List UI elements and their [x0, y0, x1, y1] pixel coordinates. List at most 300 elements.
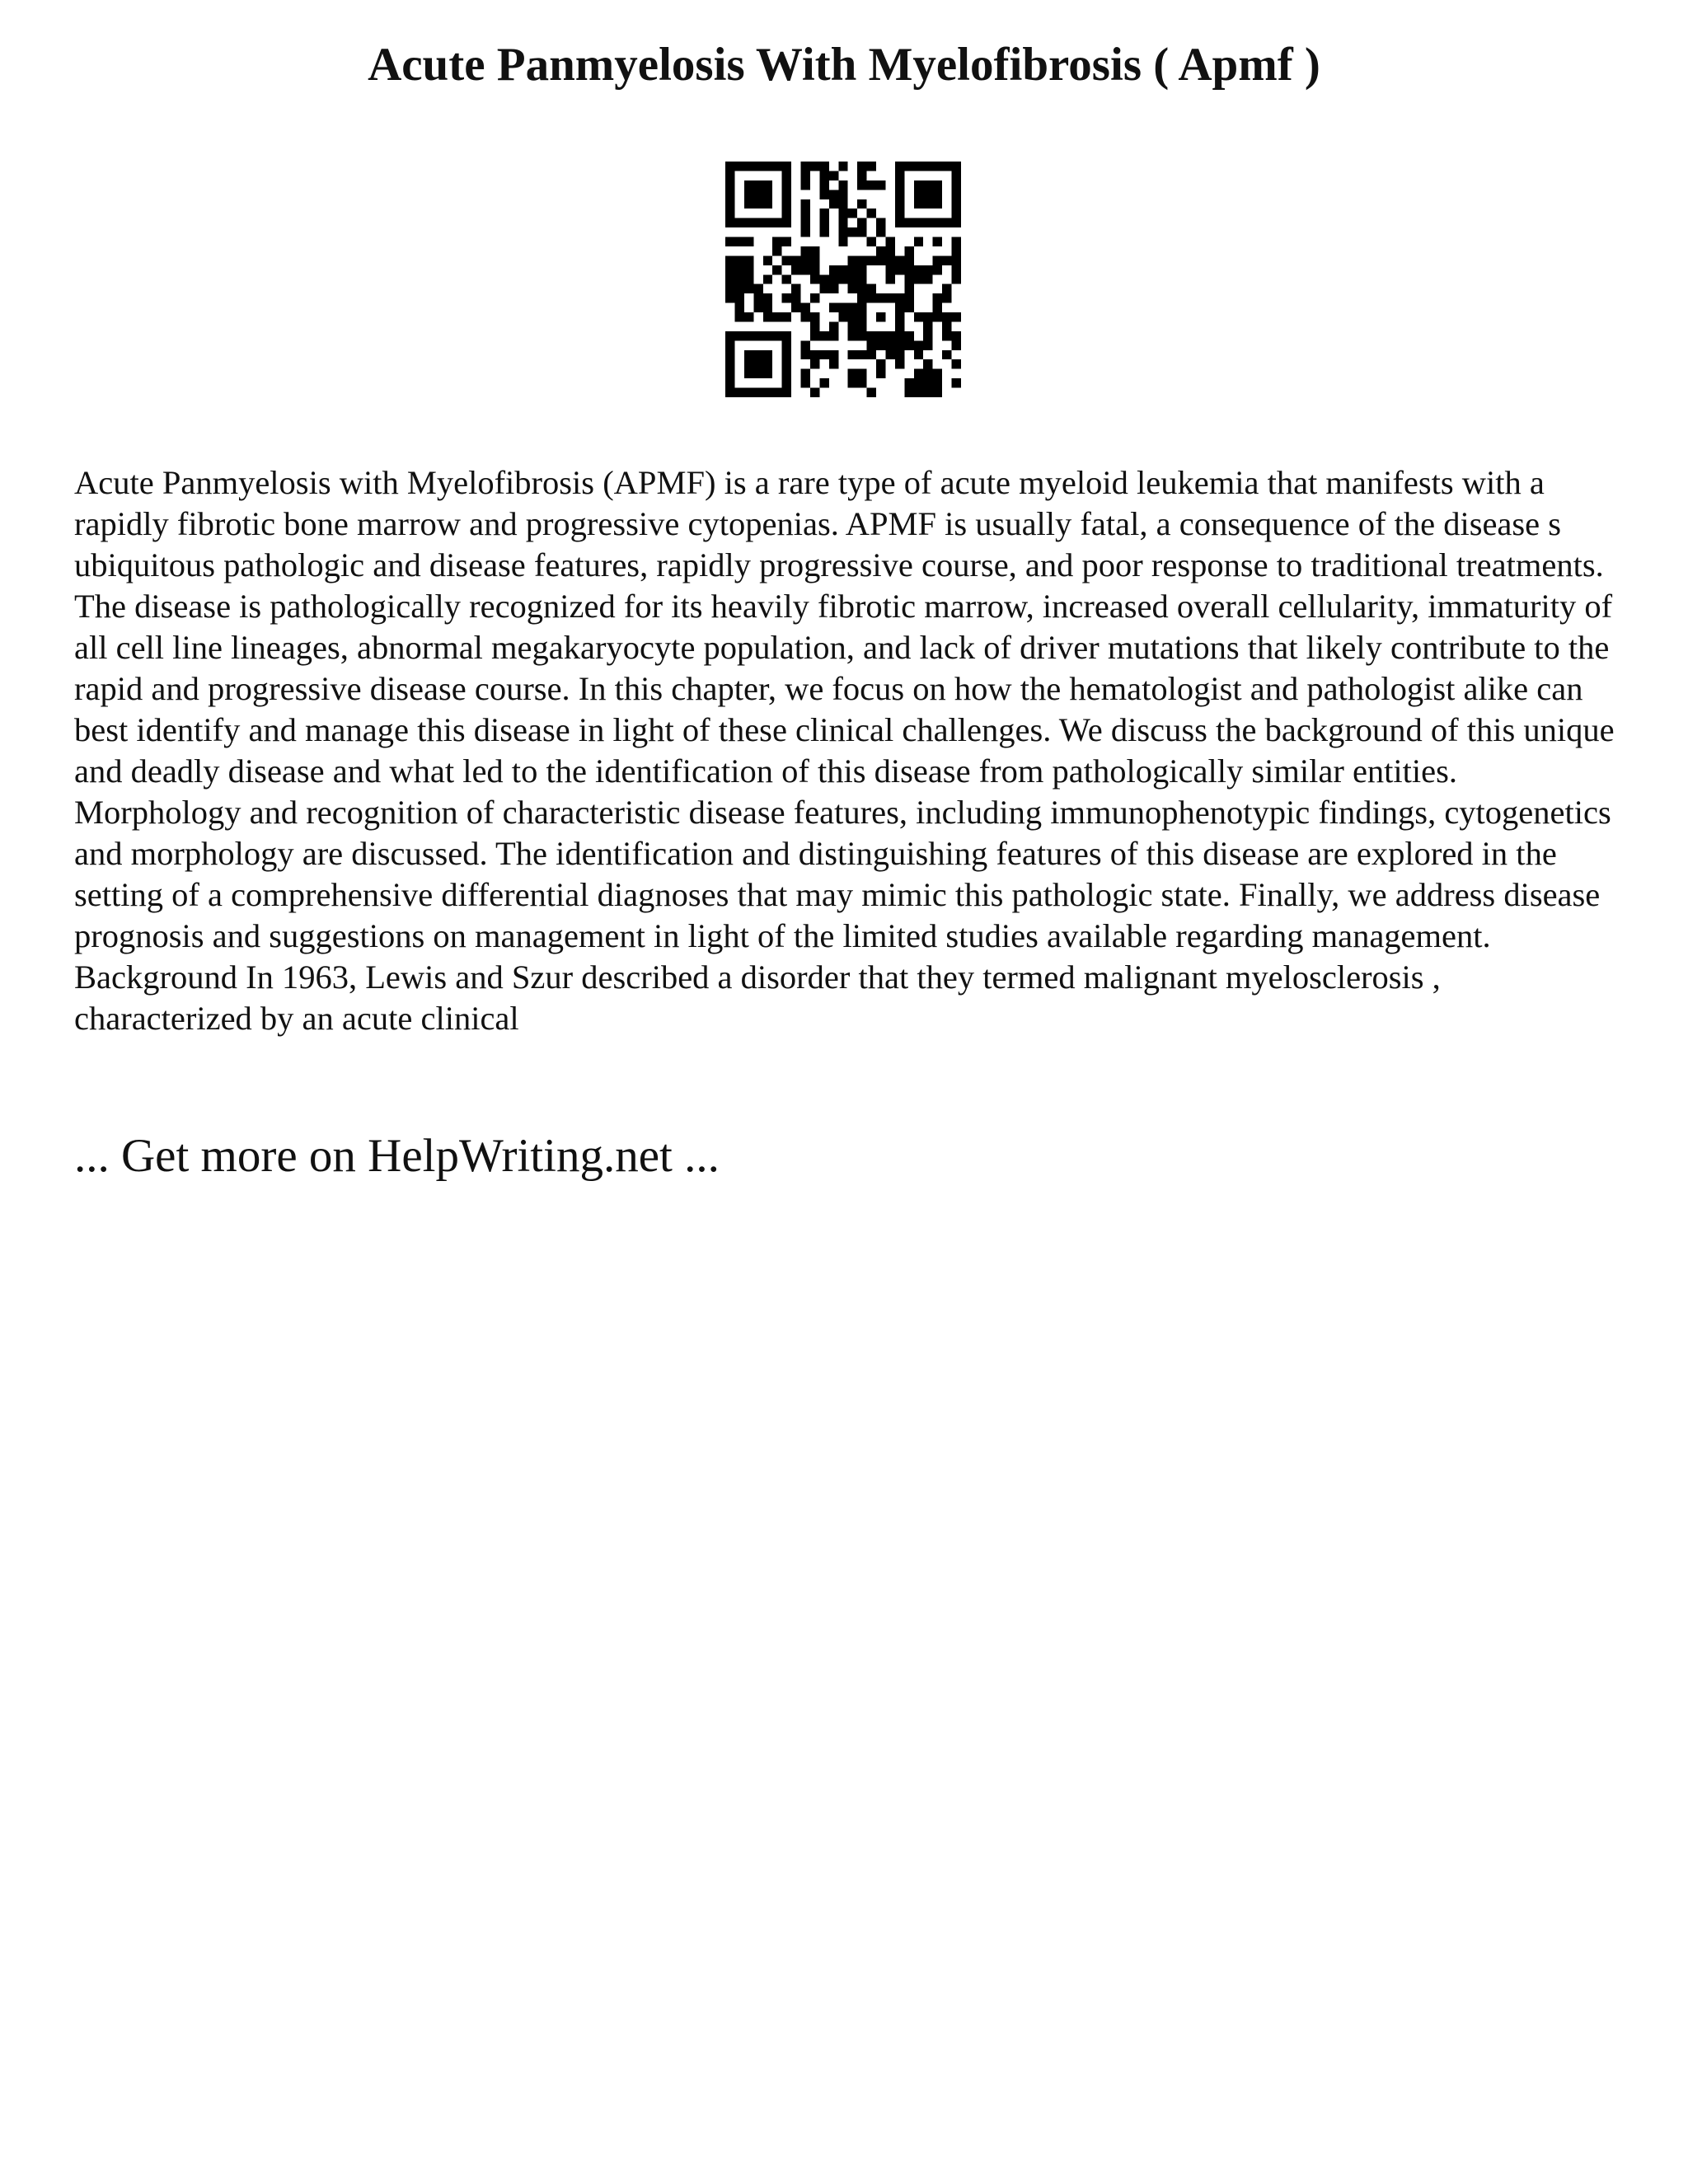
qr-module [952, 237, 961, 246]
qr-module [829, 331, 838, 340]
qr-module [914, 162, 923, 171]
qr-module [857, 331, 866, 340]
qr-module [933, 255, 942, 265]
qr-module [753, 388, 762, 397]
qr-module [810, 265, 819, 274]
qr-module [763, 162, 772, 171]
qr-module [725, 284, 734, 293]
qr-module [904, 284, 913, 293]
qr-module [725, 209, 734, 218]
qr-module [914, 180, 923, 190]
qr-module [895, 180, 904, 190]
qr-module [734, 284, 743, 293]
qr-module [782, 312, 791, 321]
qr-module [952, 265, 961, 274]
qr-module [914, 190, 923, 199]
qr-module [819, 274, 828, 284]
qr-module [933, 312, 942, 321]
qr-module [838, 312, 847, 321]
qr-module [810, 331, 819, 340]
qr-module [867, 388, 876, 397]
qr-module [744, 369, 753, 378]
qr-module [942, 218, 951, 227]
qr-module [857, 369, 866, 378]
qr-module [885, 274, 894, 284]
qr-code-graphic [725, 162, 961, 397]
qr-module [923, 180, 932, 190]
qr-module [838, 180, 847, 190]
qr-module [895, 190, 904, 199]
qr-module [885, 331, 894, 340]
qr-module [829, 321, 838, 330]
qr-module [829, 350, 838, 359]
qr-module [885, 350, 894, 359]
qr-module [923, 369, 932, 378]
qr-module [933, 265, 942, 274]
qr-module [952, 190, 961, 199]
qr-module [801, 255, 810, 265]
qr-module [819, 218, 828, 227]
qr-module [753, 199, 762, 209]
qr-module [782, 171, 791, 180]
qr-module [914, 369, 923, 378]
qr-module [838, 162, 847, 171]
qr-module [923, 265, 932, 274]
qr-module [744, 162, 753, 171]
qr-module [914, 340, 923, 349]
qr-module [838, 218, 847, 227]
qr-module [772, 312, 781, 321]
qr-module [782, 162, 791, 171]
qr-module [763, 255, 772, 265]
qr-module [848, 265, 857, 274]
qr-module [753, 369, 762, 378]
qr-module [904, 340, 913, 349]
qr-module [876, 218, 885, 227]
qr-module [914, 218, 923, 227]
qr-module [744, 180, 753, 190]
qr-module [782, 209, 791, 218]
qr-module [725, 274, 734, 284]
qr-module [819, 227, 828, 237]
qr-module [876, 359, 885, 368]
qr-module [933, 303, 942, 312]
qr-module [819, 331, 828, 340]
qr-module [895, 331, 904, 340]
qr-module [725, 180, 734, 190]
qr-module [734, 293, 743, 302]
qr-module [876, 312, 885, 321]
qr-module [933, 162, 942, 171]
qr-module [744, 331, 753, 340]
qr-module [782, 388, 791, 397]
qr-module [819, 350, 828, 359]
qr-module [763, 312, 772, 321]
qr-module [885, 340, 894, 349]
qr-module [923, 218, 932, 227]
qr-module [734, 255, 743, 265]
qr-module [895, 218, 904, 227]
qr-module [829, 190, 838, 199]
qr-module [734, 388, 743, 397]
qr-module [942, 293, 951, 302]
qr-module [942, 284, 951, 293]
qr-module [838, 190, 847, 199]
qr-module [810, 255, 819, 265]
qr-module [848, 321, 857, 330]
qr-module [876, 340, 885, 349]
qr-module [753, 303, 762, 312]
qr-module [725, 255, 734, 265]
qr-module [848, 255, 857, 265]
qr-module [848, 369, 857, 378]
qr-module [734, 237, 743, 246]
qr-module [829, 171, 838, 180]
qr-module [819, 209, 828, 218]
qr-module [942, 331, 951, 340]
qr-module [933, 180, 942, 190]
qr-module [923, 190, 932, 199]
qr-module [923, 378, 932, 387]
qr-module [904, 388, 913, 397]
qr-module [895, 171, 904, 180]
qr-module [725, 171, 734, 180]
qr-module [725, 199, 734, 209]
get-more-link[interactable]: ... Get more on HelpWriting.net ... [74, 1130, 720, 1182]
qr-module [734, 162, 743, 171]
qr-module [801, 218, 810, 227]
qr-module [772, 237, 781, 246]
qr-module [819, 378, 828, 387]
qr-module [744, 274, 753, 284]
qr-module [933, 388, 942, 397]
qr-module [914, 237, 923, 246]
qr-module [772, 388, 781, 397]
qr-module [952, 199, 961, 209]
qr-module [782, 340, 791, 349]
qr-module [772, 265, 781, 274]
qr-module [763, 369, 772, 378]
qr-module [857, 180, 866, 190]
qr-module [923, 162, 932, 171]
qr-module [782, 190, 791, 199]
qr-module [753, 293, 762, 302]
qr-module [801, 246, 810, 255]
qr-module [952, 180, 961, 190]
qr-module [782, 255, 791, 265]
qr-module [952, 171, 961, 180]
qr-module [857, 303, 866, 312]
qr-module [772, 162, 781, 171]
qr-module [838, 227, 847, 237]
qr-module [895, 312, 904, 321]
qr-module [857, 218, 866, 227]
qr-module [885, 293, 894, 302]
qr-module [914, 274, 923, 284]
qr-module [772, 246, 781, 255]
qr-module [848, 312, 857, 321]
qr-module [904, 274, 913, 284]
qr-module [914, 199, 923, 209]
qr-module [744, 312, 753, 321]
qr-module [848, 227, 857, 237]
qr-module [838, 209, 847, 218]
qr-module [810, 388, 819, 397]
qr-module [763, 388, 772, 397]
qr-module [857, 199, 866, 209]
qr-module [782, 180, 791, 190]
qr-module [933, 369, 942, 378]
qr-module [857, 255, 866, 265]
qr-module [942, 255, 951, 265]
qr-module [848, 274, 857, 284]
qr-module [801, 171, 810, 180]
qr-module [904, 162, 913, 171]
qr-module [744, 265, 753, 274]
qr-module [952, 209, 961, 218]
qr-module [857, 227, 866, 237]
qr-module [782, 378, 791, 387]
qr-module [895, 303, 904, 312]
qr-module [867, 331, 876, 340]
qr-module [782, 369, 791, 378]
qr-module [744, 359, 753, 368]
qr-module [933, 218, 942, 227]
qr-module [725, 237, 734, 246]
qr-module [772, 218, 781, 227]
qr-module [810, 274, 819, 284]
qr-module [867, 237, 876, 246]
qr-module [867, 340, 876, 349]
qr-module [725, 378, 734, 387]
qr-module [857, 162, 866, 171]
qr-module [763, 359, 772, 368]
qr-module [810, 359, 819, 368]
qr-module [923, 331, 932, 340]
qr-module [819, 171, 828, 180]
qr-module [857, 350, 866, 359]
qr-module [801, 369, 810, 378]
qr-module [744, 255, 753, 265]
qr-module [857, 171, 866, 180]
qr-module [782, 350, 791, 359]
qr-module [819, 162, 828, 171]
qr-module [725, 369, 734, 378]
qr-module [801, 312, 810, 321]
qr-module [744, 350, 753, 359]
qr-module [885, 255, 894, 265]
qr-module [895, 199, 904, 209]
qr-module [857, 265, 866, 274]
qr-module [952, 274, 961, 284]
qr-module [753, 284, 762, 293]
qr-module [725, 162, 734, 171]
qr-module [885, 237, 894, 246]
qr-module [744, 199, 753, 209]
qr-module [952, 340, 961, 349]
qr-module [810, 350, 819, 359]
qr-module [782, 199, 791, 209]
qr-module [876, 293, 885, 302]
qr-module [763, 303, 772, 312]
qr-module [829, 359, 838, 368]
qr-module [744, 218, 753, 227]
qr-module [923, 321, 932, 330]
qr-module [848, 209, 857, 218]
qr-module [867, 350, 876, 359]
qr-module [914, 265, 923, 274]
qr-module [942, 321, 951, 330]
qr-module [763, 293, 772, 302]
qr-module [744, 388, 753, 397]
qr-module [744, 237, 753, 246]
qr-module [782, 359, 791, 368]
qr-module [867, 162, 876, 171]
qr-module [763, 180, 772, 190]
qr-module [763, 190, 772, 199]
qr-module [933, 190, 942, 199]
qr-module [753, 218, 762, 227]
qr-module [829, 265, 838, 274]
qr-module [942, 350, 951, 359]
qr-module [904, 218, 913, 227]
qr-module [725, 359, 734, 368]
qr-module [801, 350, 810, 359]
qr-module [848, 284, 857, 293]
qr-module [791, 293, 800, 302]
qr-module [904, 303, 913, 312]
qr-module [895, 350, 904, 359]
qr-module [753, 331, 762, 340]
qr-module [791, 265, 800, 274]
qr-module [952, 331, 961, 340]
qr-module [895, 255, 904, 265]
qr-module [791, 255, 800, 265]
qr-module [819, 284, 828, 293]
qr-module [763, 199, 772, 209]
qr-module [725, 340, 734, 349]
qr-module [876, 180, 885, 190]
qr-module [819, 180, 828, 190]
qr-code-icon [725, 162, 961, 397]
qr-module [848, 303, 857, 312]
qr-module [933, 199, 942, 209]
qr-module [885, 246, 894, 255]
qr-module [933, 293, 942, 302]
qr-module [744, 284, 753, 293]
qr-module [952, 378, 961, 387]
qr-module [867, 255, 876, 265]
qr-module [801, 180, 810, 190]
qr-module [829, 274, 838, 284]
qr-module [725, 265, 734, 274]
qr-module [829, 199, 838, 209]
qr-module [876, 227, 885, 237]
qr-module [867, 293, 876, 302]
qr-module [744, 190, 753, 199]
qr-module [923, 359, 932, 368]
qr-module [763, 331, 772, 340]
qr-module [763, 350, 772, 359]
qr-module [867, 209, 876, 218]
qr-module [895, 162, 904, 171]
qr-module [810, 162, 819, 171]
qr-module [753, 359, 762, 368]
qr-module [867, 284, 876, 293]
qr-module [734, 331, 743, 340]
qr-module [952, 359, 961, 368]
qr-module [734, 274, 743, 284]
qr-module [952, 246, 961, 255]
qr-module [725, 350, 734, 359]
qr-module [857, 284, 866, 293]
qr-module [952, 255, 961, 265]
qr-module [810, 246, 819, 255]
qr-module [904, 378, 913, 387]
qr-module [895, 340, 904, 349]
qr-module [725, 388, 734, 397]
qr-module [885, 265, 894, 274]
qr-module [753, 162, 762, 171]
qr-module [904, 265, 913, 274]
qr-module [857, 274, 866, 284]
qr-module [819, 190, 828, 199]
qr-module [801, 209, 810, 218]
document-title: Acute Panmyelosis With Myelofibrosis ( Apmf ) [368, 39, 1320, 91]
qr-module [876, 246, 885, 255]
qr-module [857, 321, 866, 330]
qr-module [838, 265, 847, 274]
qr-module [838, 237, 847, 246]
qr-module [801, 378, 810, 387]
qr-module [772, 331, 781, 340]
document-body-text: Acute Panmyelosis with Myelofibrosis (APMF) is a rare type of acute myeloid leukemia that manifests with a rapidly fibrotic bone marrow and progressive cytopenias. APMF is usually fatal, a consequence of the disease s ubiquitous pathologic and disease features, rapidly progressive course, and poor response to traditional treatments. The disease is pathologically recognized for its heavily fibrotic marrow, increased overall cellularity, immaturity of all cell line lineages, abnormal megakaryocyte population, and lack of driver mutations that likely contribute to the rapid and progressive disease course. In this chapter, we focus on how the hematologist and pathologist alike can best identify and manage this disease in light of these clinical challenges. We discuss the background of this unique and deadly disease and what led to the identification of this disease from pathologically similar entities. Morphology and recognition of characteristic disease features, including immunophenotypic findings, cytogenetics and morphology are discussed. The identification and distinguishing features of this disease are explored in the setting of a comprehensive differential diagnoses that may mimic this pathologic state. Finally, we address disease prognosis and suggestions on management in light of the limited studies available regarding management. Background In 1963, Lewis and Szur described a disorder that they termed malignant myelosclerosis , characterized by an acute clinical [74, 464, 1615, 1037]
qr-module [801, 162, 810, 171]
qr-module [876, 369, 885, 378]
qr-module [876, 331, 885, 340]
qr-module [838, 199, 847, 209]
qr-module [791, 284, 800, 293]
qr-module [838, 274, 847, 284]
qr-module [791, 303, 800, 312]
qr-module [857, 312, 866, 321]
qr-module [801, 303, 810, 312]
qr-module [914, 350, 923, 359]
qr-module [734, 218, 743, 227]
qr-module [914, 378, 923, 387]
qr-module [857, 293, 866, 302]
qr-module [782, 331, 791, 340]
qr-module [876, 255, 885, 265]
qr-module [923, 199, 932, 209]
qr-module [857, 378, 866, 387]
qr-module [753, 180, 762, 190]
qr-module [810, 312, 819, 321]
qr-module [904, 255, 913, 265]
qr-module [942, 162, 951, 171]
qr-module [952, 218, 961, 227]
qr-module [904, 331, 913, 340]
qr-module [810, 321, 819, 330]
qr-module [725, 190, 734, 199]
qr-module [848, 331, 857, 340]
qr-module [895, 359, 904, 368]
qr-module [801, 199, 810, 209]
qr-module [801, 340, 810, 349]
qr-module [923, 312, 932, 321]
qr-module [829, 303, 838, 312]
qr-module [838, 303, 847, 312]
